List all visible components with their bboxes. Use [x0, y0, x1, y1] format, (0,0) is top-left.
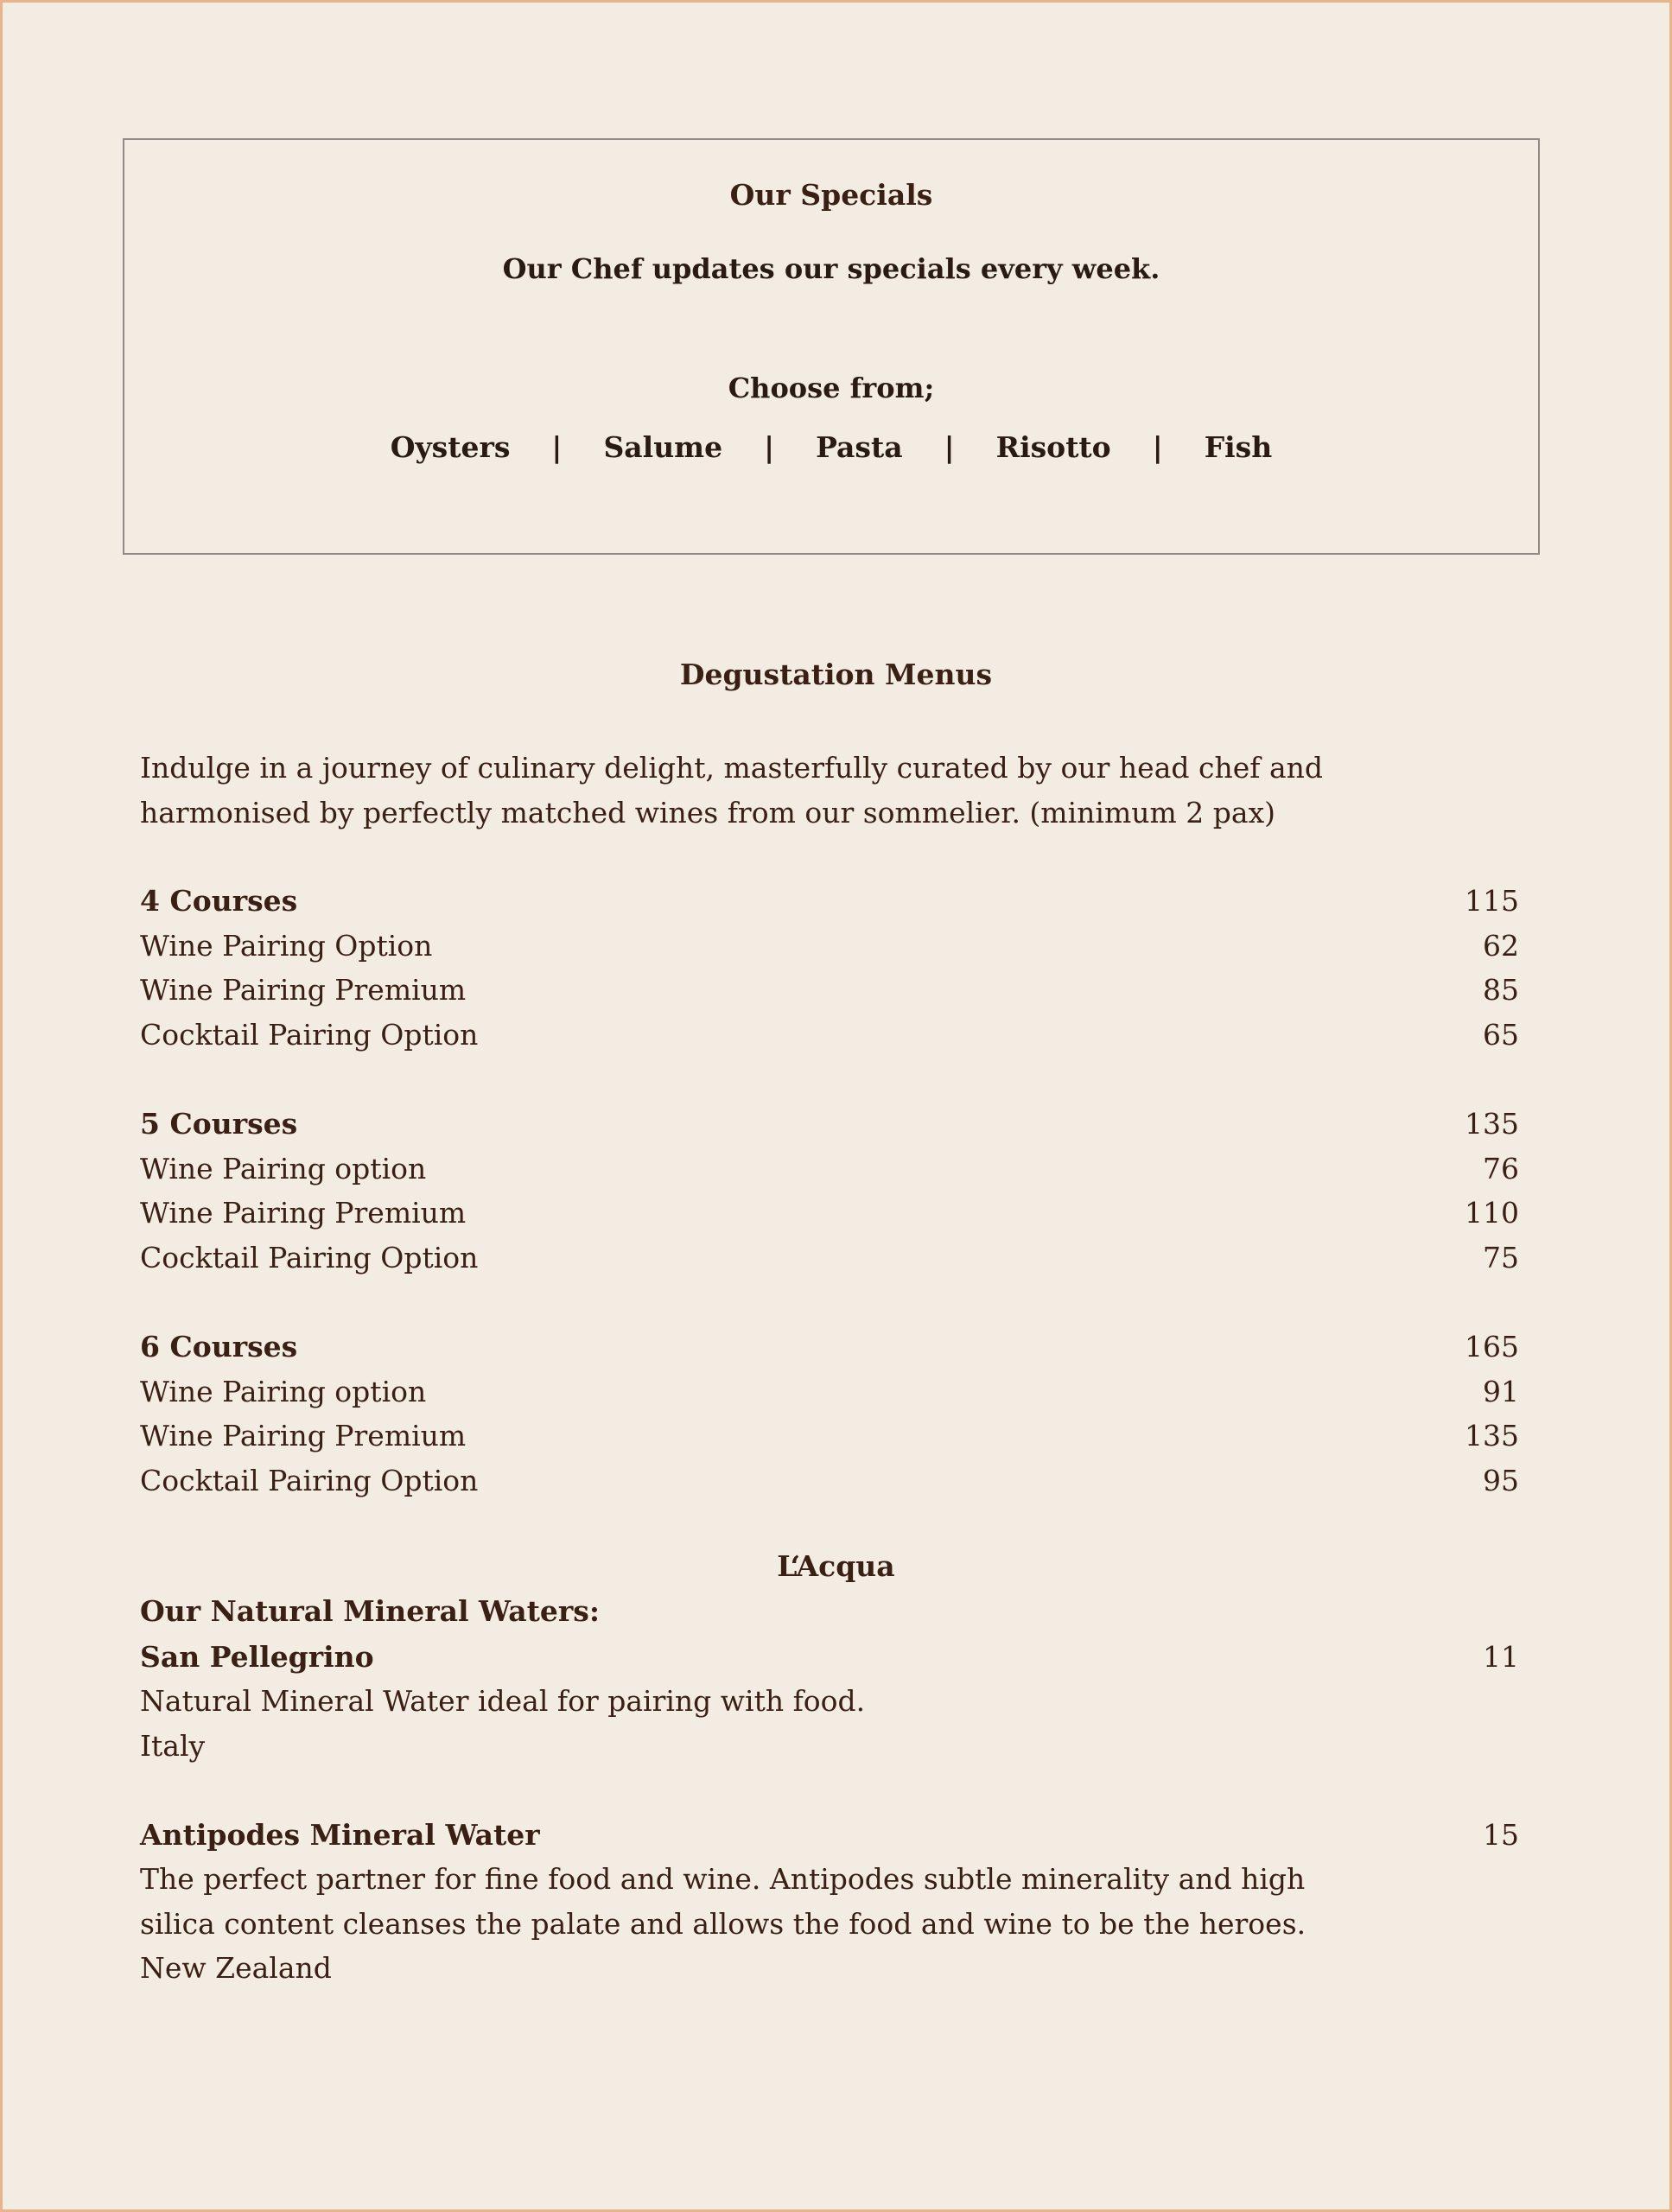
- water-row-antipodes: [140, 1812, 1519, 1857]
- intro-line: Indulge in a journey of culinary delight, masterfully curated by our head chef and: [140, 751, 1324, 785]
- choice-risotto: Risotto: [995, 430, 1111, 464]
- choice-separator: |: [944, 430, 955, 464]
- option-name: Cocktail Pairing Option: [140, 1240, 479, 1274]
- option-price: 75: [1483, 1240, 1519, 1274]
- choice-salume: Salume: [603, 430, 723, 464]
- option-price: 110: [1465, 1195, 1519, 1230]
- water-price: 15: [1483, 1817, 1519, 1852]
- menu-row-4-courses: [140, 878, 1519, 923]
- choice-separator: |: [551, 430, 563, 464]
- water-price: 11: [1483, 1639, 1519, 1674]
- menu-row-6-courses: [140, 1324, 1519, 1369]
- specials-choices: [124, 430, 1538, 464]
- option-price: 91: [1483, 1374, 1519, 1408]
- option-row: [140, 1235, 1519, 1280]
- menu-price: 165: [1465, 1329, 1519, 1363]
- option-row: [140, 923, 1519, 968]
- specials-description: Our Chef updates our specials every week.: [502, 252, 1160, 285]
- option-row: [140, 1458, 1519, 1503]
- water-row-san-pellegrino: [140, 1634, 1519, 1679]
- option-price: 65: [1483, 1017, 1519, 1052]
- water-name: San Pellegrino: [140, 1639, 374, 1674]
- water-description: silica content cleanses the palate and allows the food and wine to be the heroes.: [140, 1907, 1306, 1941]
- option-price: 95: [1483, 1463, 1519, 1497]
- water-title: L‘Acqua: [777, 1549, 895, 1583]
- specials-title: Our Specials: [729, 178, 933, 212]
- menu-row-5-courses: [140, 1101, 1519, 1146]
- menu-name: 5 Courses: [140, 1106, 298, 1141]
- menu-name: 6 Courses: [140, 1329, 298, 1363]
- option-row: [140, 1413, 1519, 1458]
- option-row: [140, 1146, 1519, 1191]
- water-origin: New Zealand: [140, 1951, 332, 1985]
- option-name: Wine Pairing Premium: [140, 1195, 467, 1230]
- option-name: Wine Pairing Premium: [140, 972, 467, 1007]
- water-origin: Italy: [140, 1729, 206, 1763]
- menu-name: 4 Courses: [140, 883, 298, 918]
- option-row: [140, 967, 1519, 1012]
- option-price: 62: [1483, 928, 1519, 963]
- option-name: Wine Pairing option: [140, 1374, 427, 1408]
- menu-price: 135: [1465, 1106, 1519, 1141]
- choose-label: Choose from;: [728, 372, 935, 404]
- option-name: Wine Pairing option: [140, 1151, 427, 1185]
- choice-oysters: Oysters: [390, 430, 511, 464]
- option-row: [140, 1369, 1519, 1414]
- water-description: The perfect partner for fine food and wine. Antipodes subtle minerality and high: [140, 1862, 1306, 1896]
- option-price: 85: [1483, 972, 1519, 1007]
- choice-pasta: Pasta: [816, 430, 903, 464]
- option-price: 76: [1483, 1151, 1519, 1185]
- option-row: [140, 1190, 1519, 1235]
- option-name: Cocktail Pairing Option: [140, 1017, 479, 1052]
- water-name: Antipodes Mineral Water: [140, 1817, 540, 1852]
- option-row: [140, 1012, 1519, 1057]
- intro-line: harmonised by perfectly matched wines from our sommelier. (minimum 2 pax): [140, 796, 1276, 830]
- water-description: Natural Mineral Water ideal for pairing with food.: [140, 1684, 866, 1718]
- degustation-title: Degustation Menus: [679, 658, 993, 691]
- option-name: Wine Pairing Premium: [140, 1418, 467, 1452]
- option-name: Cocktail Pairing Option: [140, 1463, 479, 1497]
- menu-price: 115: [1465, 883, 1519, 918]
- water-subtitle: Our Natural Mineral Waters:: [140, 1594, 600, 1628]
- choice-separator: |: [764, 430, 775, 464]
- option-name: Wine Pairing Option: [140, 928, 433, 963]
- option-price: 135: [1465, 1418, 1519, 1452]
- specials-box: [123, 138, 1540, 555]
- choice-separator: |: [1152, 430, 1163, 464]
- degustation-intro: [140, 746, 1350, 836]
- choice-fish: Fish: [1204, 430, 1273, 464]
